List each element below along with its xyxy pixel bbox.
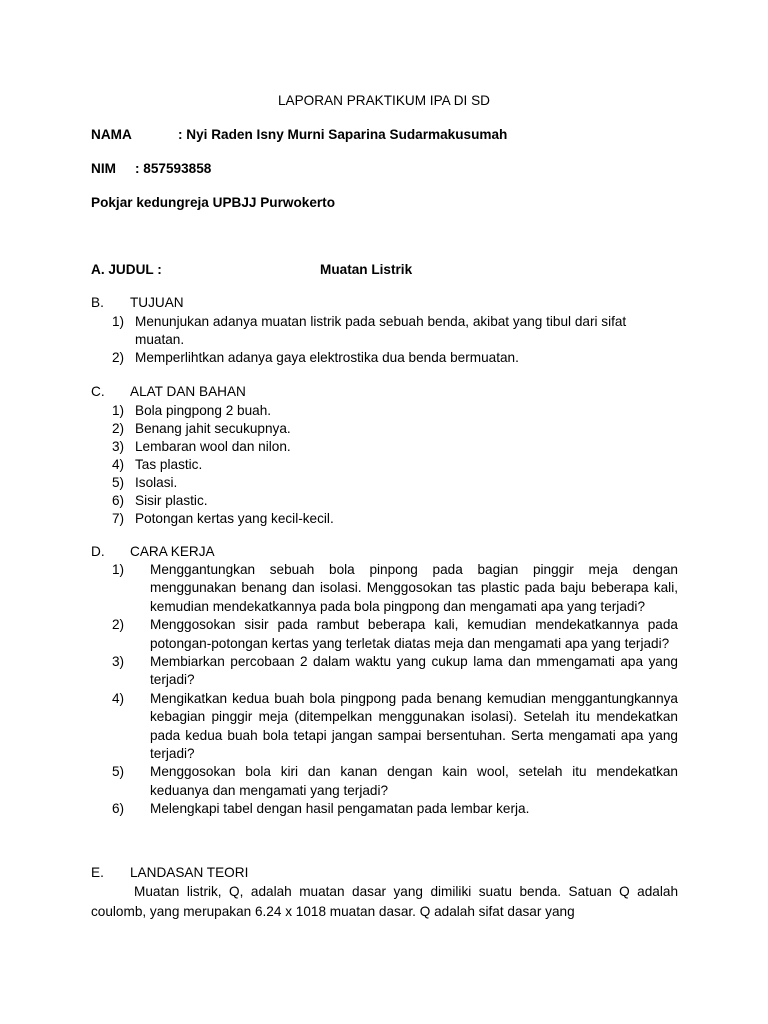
section-e-title: LANDASAN TEORI: [130, 865, 249, 880]
section-c-title: ALAT DAN BAHAN: [130, 384, 246, 399]
section-c-letter: C.: [91, 384, 105, 399]
list-item: 5) Isolasi.: [112, 475, 178, 490]
list-item: 1) Menggantungkan sebuah bola pinpong pada bagian pinggir meja dengan menggunakan benang dan isolasi. Menggosokan tas plastic pada baju beberapa kali, kemudian mendekatkannya pada bola pingpong dan mengamati apa yang terjadi?: [112, 562, 678, 614]
nim-value: : 857593858: [135, 161, 212, 176]
pokjar-line: Pokjar kedungreja UPBJJ Purwokerto: [91, 195, 336, 210]
alat-list: [112, 402, 682, 528]
list-item: 7) Potongan kertas yang kecil-kecil.: [112, 511, 334, 526]
list-item: 4) Tas plastic.: [112, 457, 203, 472]
list-item: 1) Menunjukan adanya muatan listrik pada sebuah benda, akibat yang tibul dari sifat muatan.: [112, 314, 627, 347]
section-d-title: CARA KERJA: [130, 544, 215, 559]
list-item: 5) Menggosokan bola kiri dan kanan dengan kain wool, setelah itu mendekatkan keduanya dan mengamati yang terjadi?: [112, 764, 678, 798]
nama-value: : Nyi Raden Isny Murni Saparina Sudarmakusumah: [178, 127, 508, 142]
judul-label: A. JUDUL :: [91, 262, 162, 277]
section-b-title: TUJUAN: [130, 295, 184, 310]
list-item: 2) Menggosokan sisir pada rambut beberapa kali, kemudian mendekatkannya pada potongan-potongan kertas yang terletak diatas meja dan mengamati apa yang terjadi?: [112, 617, 678, 651]
nim-label: NIM: [91, 161, 116, 176]
tujuan-list: [112, 313, 672, 367]
list-item: 6) Melengkapi tabel dengan hasil pengamatan pada lembar kerja.: [112, 801, 530, 817]
list-item: 3) Lembaran wool dan nilon.: [112, 439, 291, 454]
section-d-letter: D.: [91, 544, 105, 559]
list-item: 3) Membiarkan percobaan 2 dalam waktu yang cukup lama dan mmengamati apa yang terjadi?: [112, 654, 678, 688]
list-item: 4) Mengikatkan kedua buah bola pingpong pada benang kemudian menggantungkannya kebagian pinggir meja (ditempelkan menggunakan isolasi). Setelah itu mendekatkan pada kedua buah bola tetapi jangan sampai bersentuhan. Serta mengamati apa yang terjadi?: [112, 690, 678, 762]
cara-kerja-list: [112, 561, 678, 819]
nama-label: NAMA: [91, 127, 132, 142]
list-item: 1) Bola pingpong 2 buah.: [112, 403, 272, 418]
landasan-paragraph: Muatan listrik, Q, adalah muatan dasar yang dimiliki suatu benda. Satuan Q adalah coulomb, yang merupakan 6.24 x 1018 muatan dasar. Q adalah sifat dasar yang: [91, 884, 678, 919]
judul-value: Muatan Listrik: [320, 262, 413, 277]
section-e-letter: E.: [91, 865, 104, 880]
document-title: LAPORAN PRAKTIKUM IPA DI SD: [277, 93, 490, 108]
list-item: 2) Benang jahit secukupnya.: [112, 421, 291, 436]
list-item: 6) Sisir plastic.: [112, 493, 208, 508]
list-item: 2) Memperlihtkan adanya gaya elektrostika dua benda bermuatan.: [112, 350, 519, 365]
section-b-letter: B.: [91, 295, 104, 310]
